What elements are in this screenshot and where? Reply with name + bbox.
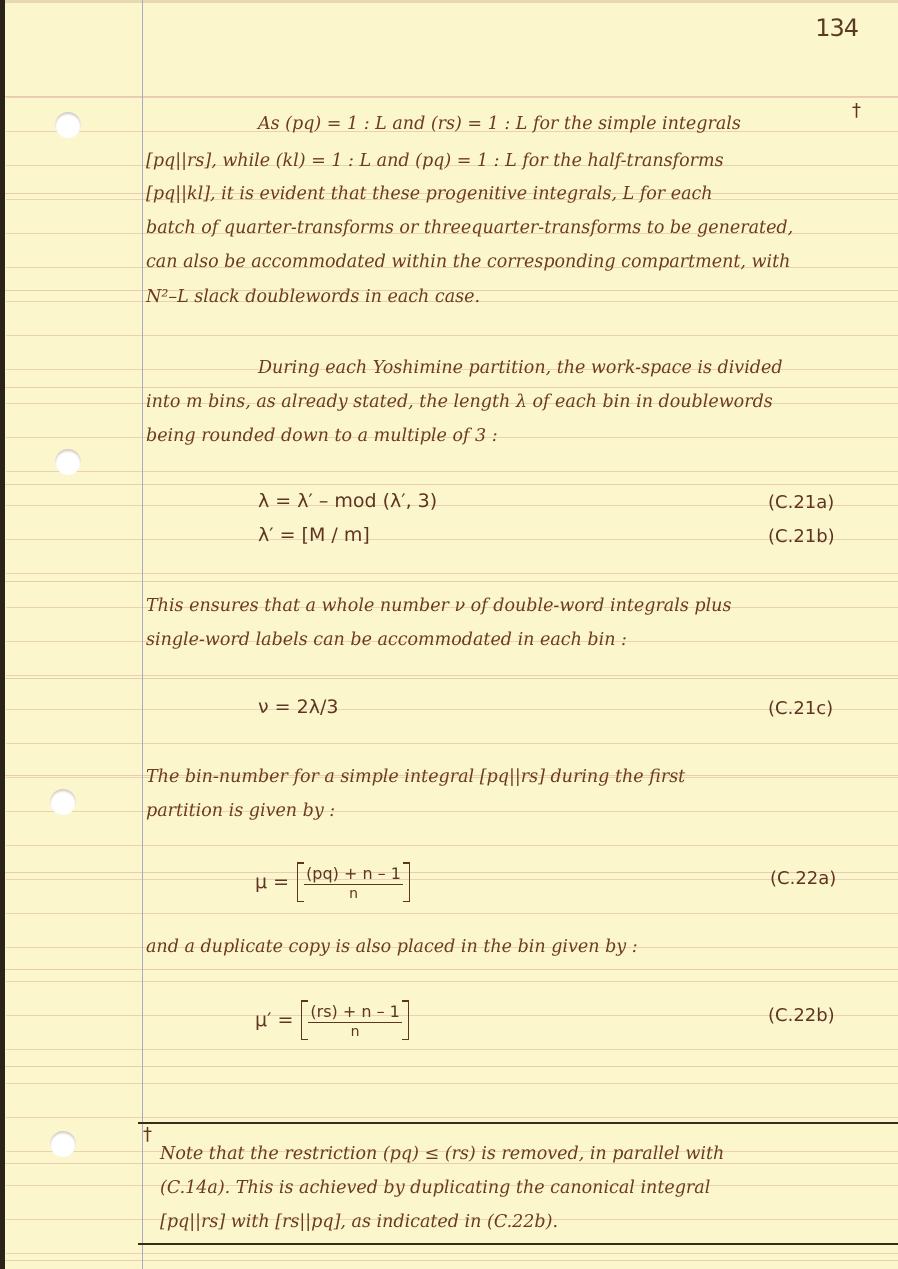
- text-line: partition is given by :: [146, 801, 336, 821]
- equation-c21c: ν = 2λ/3: [258, 696, 339, 718]
- footnote-bottom-rule: [138, 1243, 898, 1245]
- equation-lhs: μ =: [255, 871, 290, 893]
- rule-line: [6, 845, 898, 846]
- floor-bracket: [297, 862, 410, 902]
- equation-label: (C.21a): [768, 492, 835, 513]
- equation-lhs: μ′ =: [255, 1009, 294, 1031]
- equation-label: (C.21c): [768, 698, 834, 719]
- equation-label: (C.22a): [770, 868, 837, 889]
- fraction-numerator: (rs) + n – 1: [310, 1002, 400, 1021]
- punch-hole: [50, 1131, 76, 1157]
- rule-line: [6, 811, 898, 812]
- text-line: As (pq) = 1 : L and (rs) = 1 : L for the simple integrals: [258, 114, 741, 134]
- rule-line: [6, 981, 898, 982]
- rule-line: [6, 1049, 898, 1050]
- fraction-denominator: n: [349, 886, 358, 902]
- text-line: batch of quarter-transforms or threequarter-transforms to be generated,: [146, 218, 794, 238]
- footnote-marker: †: [143, 1124, 152, 1145]
- text-line: into m bins, as already stated, the length λ of each bin in doublewords: [146, 392, 773, 412]
- footnote-top-rule: [138, 1122, 898, 1124]
- equation-c21b: λ′ = [M / m]: [258, 524, 370, 546]
- text-line: The bin-number for a simple integral [pq||rs] during the first: [146, 767, 686, 787]
- rule-line: [6, 709, 898, 710]
- equation-label: (C.22b): [768, 1005, 835, 1026]
- footnote-line: [pq||rs] with [rs||pq], as indicated in (C.22b).: [160, 1212, 559, 1232]
- footnote-marker: †: [852, 100, 861, 121]
- fraction-numerator: (pq) + n – 1: [306, 864, 401, 883]
- footnote-line: (C.14a). This is achieved by duplicating the canonical integral: [160, 1178, 711, 1198]
- page-top-edge: [0, 0, 898, 3]
- rule-line: [6, 573, 898, 574]
- text-line: being rounded down to a multiple of 3 :: [146, 426, 498, 446]
- text-line: can also be accommodated within the corresponding compartment, with: [146, 252, 791, 272]
- page-left-edge: [0, 0, 5, 1269]
- rule-line: [6, 335, 898, 336]
- equation-c22b: [255, 1000, 409, 1040]
- rule-line: [6, 675, 898, 676]
- equation-c22a: [255, 862, 410, 902]
- rule-line: [6, 505, 898, 506]
- rule-line: [6, 1015, 898, 1016]
- rule-line: [6, 1117, 898, 1118]
- margin-line: [142, 0, 143, 1269]
- rule-line: [6, 743, 898, 744]
- rule-line: [6, 1083, 898, 1084]
- rule-line: [6, 879, 898, 880]
- text-line: and a duplicate copy is also placed in the bin given by :: [146, 937, 638, 957]
- rule-line: [6, 539, 898, 540]
- punch-hole: [50, 789, 76, 815]
- text-line: [pq||rs], while (kl) = 1 : L and (pq) = 1 : L for the half-transforms: [146, 151, 724, 171]
- rule-line: [6, 471, 898, 472]
- equation-c21a: λ = λ′ – mod (λ′, 3): [258, 490, 438, 512]
- page-number: 134: [815, 14, 858, 42]
- floor-bracket: [301, 1000, 408, 1040]
- rule-line: [6, 97, 898, 98]
- text-line: [pq||kl], it is evident that these progenitive integrals, L for each: [146, 184, 713, 204]
- punch-hole: [55, 112, 81, 138]
- text-line: single-word labels can be accommodated in each bin :: [146, 630, 627, 650]
- fraction-denominator: n: [350, 1024, 360, 1040]
- punch-hole: [55, 449, 81, 475]
- text-line: During each Yoshimine partition, the work-space is divided: [258, 358, 783, 378]
- text-line: This ensures that a whole number ν of double-word integrals plus: [146, 596, 732, 616]
- text-line: N²–L slack doublewords in each case.: [146, 287, 481, 307]
- rule-line: [6, 1253, 898, 1254]
- footnote-line: Note that the restriction (pq) ≤ (rs) is removed, in parallel with: [160, 1144, 725, 1164]
- equation-label: (C.21b): [768, 526, 835, 547]
- rule-line: [6, 913, 898, 914]
